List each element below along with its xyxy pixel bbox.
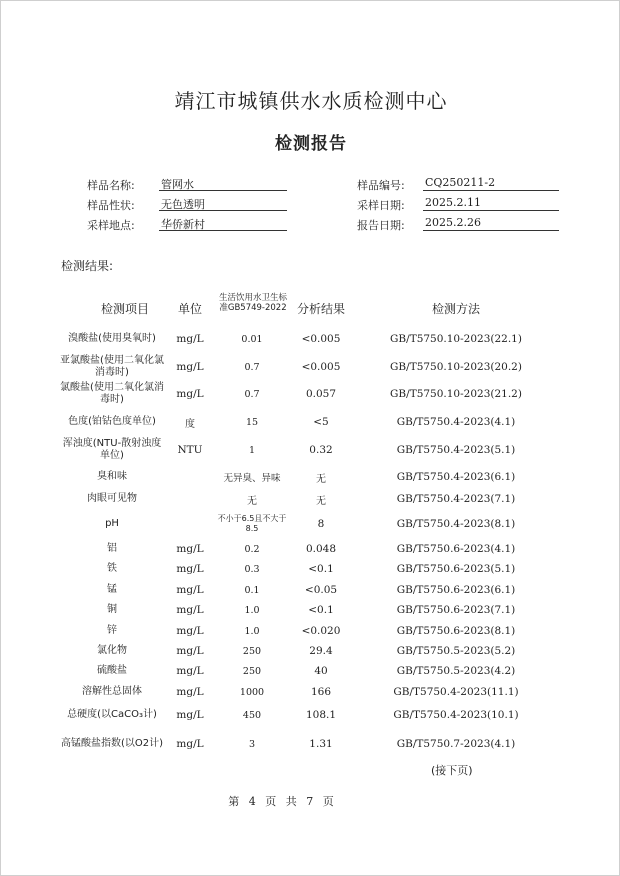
cell-result: 40 [314, 665, 328, 677]
table-row [1, 701, 620, 729]
page-number: 第 4 页 共 7 页 [228, 795, 334, 808]
header-unit: 单位 [177, 302, 202, 316]
cell-standard: 无 [247, 495, 257, 507]
cell-item: 亚氯酸盐(使用二氧化氯消毒时) [60, 355, 164, 378]
cell-item: pH [105, 518, 119, 529]
cell-item: 硫酸盐 [97, 665, 127, 676]
cell-item: 氯化物 [97, 645, 127, 656]
cell-result: 166 [310, 686, 332, 698]
cell-result: <0.005 [301, 361, 341, 373]
cell-result: 0.048 [305, 543, 337, 555]
header-standard: 生活饮用水卫生标准GB5749-2022 [219, 293, 288, 313]
table-row [1, 436, 620, 464]
cell-unit: mg/L [176, 388, 204, 400]
cell-standard: 0.01 [241, 333, 263, 345]
results-label: 检测结果: [61, 259, 114, 273]
sample-nature-value: 无色透明 [159, 196, 287, 211]
continued-note: (接下页) [431, 764, 473, 777]
cell-item: 铝 [107, 543, 117, 554]
cell-method: GB/T5750.6-2023(5.1) [396, 563, 516, 575]
cell-unit: mg/L [176, 738, 204, 750]
sample-name-label: 样品名称: [87, 179, 135, 192]
table-row [1, 380, 620, 408]
cell-method: GB/T5750.5-2023(5.2) [396, 645, 516, 657]
cell-method: GB/T5750.6-2023(4.1) [396, 543, 516, 555]
header-method: 检测方法 [431, 302, 480, 316]
cell-result: 无 [316, 473, 326, 485]
table-row [1, 408, 620, 436]
cell-method: GB/T5750.4-2023(10.1) [393, 709, 519, 721]
cell-method: GB/T5750.7-2023(4.1) [396, 738, 516, 750]
cell-unit: mg/L [176, 665, 204, 677]
cell-method: GB/T5750.6-2023(8.1) [396, 625, 516, 637]
cell-standard: 0.3 [244, 563, 260, 575]
cell-method: GB/T5750.10-2023(22.1) [390, 333, 522, 345]
cell-unit: NTU [177, 444, 203, 456]
cell-result: 0.32 [309, 444, 333, 456]
cell-item: 色度(铂钴色度单位) [68, 416, 156, 427]
cell-unit: mg/L [176, 584, 204, 596]
table-row [1, 485, 620, 513]
sample-no-value: CQ250211-2 [423, 176, 559, 191]
cell-item: 铁 [107, 563, 117, 574]
cell-standard: 1.0 [244, 604, 260, 616]
cell-method: GB/T5750.10-2023(21.2) [390, 388, 522, 400]
cell-unit: mg/L [176, 563, 204, 575]
cell-result: <0.005 [301, 333, 341, 345]
cell-unit [171, 510, 209, 538]
cell-item: 总硬度(以CaCO₃计) [67, 709, 157, 720]
cell-method: GB/T5750.6-2023(7.1) [396, 604, 516, 616]
sample-nature-label: 样品性状: [87, 199, 135, 212]
header-result: 分析结果 [296, 302, 345, 316]
sampling-date-label: 采样日期: [357, 199, 405, 212]
cell-method: GB/T5750.4-2023(6.1) [396, 471, 516, 483]
cell-item: 溶解性总固体 [82, 686, 142, 697]
cell-standard: 0.2 [244, 543, 260, 555]
cell-unit: mg/L [176, 604, 204, 616]
table-row [1, 730, 620, 758]
cell-unit: mg/L [176, 361, 204, 373]
cell-unit [171, 485, 209, 513]
cell-result: <0.020 [301, 625, 341, 637]
cell-method: GB/T5750.10-2023(20.2) [390, 361, 522, 373]
cell-method: GB/T5750.4-2023(5.1) [396, 444, 516, 456]
table-row [1, 325, 620, 353]
cell-item: 锌 [107, 625, 117, 636]
cell-method: GB/T5750.5-2023(4.2) [396, 665, 516, 677]
cell-standard: 不小于6.5且不大于8.5 [217, 514, 287, 533]
cell-result: 8 [317, 518, 325, 530]
report-date-label: 报告日期: [357, 219, 405, 232]
cell-method: GB/T5750.4-2023(8.1) [396, 518, 516, 530]
cell-method: GB/T5750.4-2023(7.1) [396, 493, 516, 505]
cell-standard: 0.7 [244, 361, 260, 373]
table-row [1, 353, 620, 381]
sampling-site-label: 采样地点: [87, 219, 135, 232]
cell-standard: 450 [242, 709, 262, 721]
cell-unit: mg/L [176, 686, 204, 698]
cell-result: 1.31 [309, 738, 333, 750]
cell-item: 铜 [107, 604, 117, 615]
cell-unit: mg/L [176, 543, 204, 555]
cell-item: 氯酸盐(使用二氧化氯消毒时) [60, 382, 164, 405]
cell-result: 29.4 [309, 645, 333, 657]
header-item: 检测项目 [100, 302, 149, 316]
sampling-site-value: 华侨新村 [159, 216, 287, 231]
cell-standard: 250 [242, 665, 262, 677]
cell-standard: 1.0 [244, 625, 260, 637]
cell-standard: 0.1 [244, 584, 260, 596]
cell-result: <5 [313, 416, 329, 428]
cell-standard: 15 [245, 416, 259, 428]
sample-no-label: 样品编号: [357, 179, 405, 192]
report-title: 检测报告 [275, 134, 347, 154]
cell-standard: 0.7 [244, 388, 260, 400]
cell-item: 锰 [107, 584, 117, 595]
cell-standard: 无异臭、异味 [223, 473, 281, 484]
org-title: 靖江市城镇供水水质检测中心 [174, 89, 448, 113]
cell-unit: mg/L [176, 625, 204, 637]
sample-name-value: 管网水 [159, 176, 287, 191]
cell-item: 臭和味 [97, 471, 127, 482]
cell-result: 108.1 [305, 709, 337, 721]
cell-unit: mg/L [176, 333, 204, 345]
cell-result: <0.1 [308, 563, 334, 575]
cell-standard: 1 [248, 444, 256, 456]
cell-unit: mg/L [176, 645, 204, 657]
report-date-value: 2025.2.26 [423, 216, 559, 231]
cell-method: GB/T5750.4-2023(11.1) [393, 686, 519, 698]
cell-item: 溴酸盐(使用臭氧时) [68, 333, 156, 344]
cell-unit: 度 [185, 418, 195, 430]
cell-item: 高锰酸盐指数(以O2计) [60, 738, 164, 749]
cell-item: 肉眼可见物 [87, 493, 137, 504]
cell-unit: mg/L [176, 709, 204, 721]
cell-method: GB/T5750.4-2023(4.1) [396, 416, 516, 428]
cell-standard: 250 [242, 645, 262, 657]
cell-result: 无 [316, 495, 326, 507]
cell-standard: 1000 [239, 686, 265, 698]
cell-result: 0.057 [305, 388, 337, 400]
cell-standard: 3 [248, 738, 256, 750]
cell-result: <0.05 [304, 584, 338, 596]
cell-result: <0.1 [308, 604, 334, 616]
cell-method: GB/T5750.6-2023(6.1) [396, 584, 516, 596]
cell-item: 浑浊度(NTU-散射浊度单位) [62, 438, 162, 461]
table-row [1, 510, 620, 538]
sampling-date-value: 2025.2.11 [423, 196, 559, 211]
